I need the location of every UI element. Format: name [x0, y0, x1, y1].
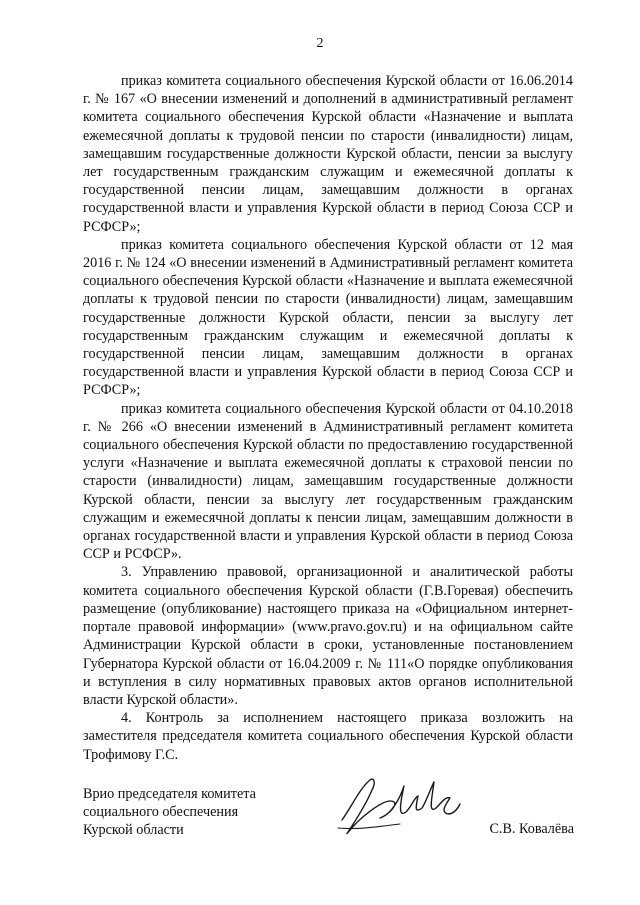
handwritten-signature [330, 768, 470, 848]
paragraph-item-4: 4. Контроль за исполнением настоящего приказа возложить на заместителя председателя комитета социального обеспечения Курской области Трофимову Г.С. [83, 710, 573, 763]
signatory-position [83, 785, 343, 840]
paragraph-order-2014: приказ комитета социального обеспечения Курской области от 16.06.2014 г. № 167 «О внесении изменений и дополнений в административный регламент комитета социального обеспечения Курской области «Назначение и выплата ежемесячной доплаты к трудовой пенсии по старости (инвалидности) лицам, замещавшим государственные должности Курской области, пенсии за выслугу лет государственным гражданским служащим и ежемесячной доплаты к государственной пенсии лицам, замещавшим должности в органах государственной власти и управления Курской области в период Союза ССР и РСФСР»; [83, 73, 573, 235]
paragraph-order-2018: приказ комитета социального обеспечения Курской области от 04.10.2018 г. № 266 «О внесении изменений в Административный регламент комитета социального обеспечения Курской области по предоставлению государственной услуги «Назначение и выплата ежемесячной доплаты к страховой пенсии по старости (инвалидности) лицам, замещавшим государственные должности Курской области, пенсии за выслугу лет государственным гражданским служащим и ежемесячной доплаты к пенсии лицам, замещавшим должности в органах государственной власти и управления Курской области в период Союза ССР и РСФСР». [83, 400, 573, 563]
paragraph-order-2016: приказ комитета социального обеспечения Курской области от 12 мая 2016 г. № 124 «О внесении изменений в Административный регламент комитета социального обеспечения Курской области «Назначение и выплата ежемесячной доплаты к трудовой пенсии по старости (инвалидности) лицам, замещавшим государственные должности Курской области, пенсии за выслугу лет государственным гражданским служащим и ежемесячной доплаты к государственной пенсии лицам, замещавшим должности в органах государственной власти и управления Курской области в период Союза ССР и РСФСР»; [83, 236, 573, 399]
document-body [83, 72, 573, 764]
paragraph-item-3: 3. Управлению правовой, организационной и аналитической работы комитета социального обеспечения Курской области (Г.В.Горевая) обеспечить размещение (опубликование) настоящего приказа на «Официальном интернет-портале правовой информации» (www.pravo.gov.ru) и на официальном сайте Администрации Курской области в сроки, установленные постановлением Губернатора Курской области от 16.04.2009 г. № 111«О порядке опубликования и вступления в силу нормативных правовых актов органов исполнительной власти Курской области». [83, 564, 573, 708]
position-line-2: социального обеспечения [83, 804, 239, 821]
position-line-1: Врио председателя комитета [83, 786, 256, 802]
signer-name: С.В. Ковалёва [489, 821, 574, 837]
page-number: 2 [316, 36, 324, 51]
position-line-3: Курской области [83, 822, 184, 839]
